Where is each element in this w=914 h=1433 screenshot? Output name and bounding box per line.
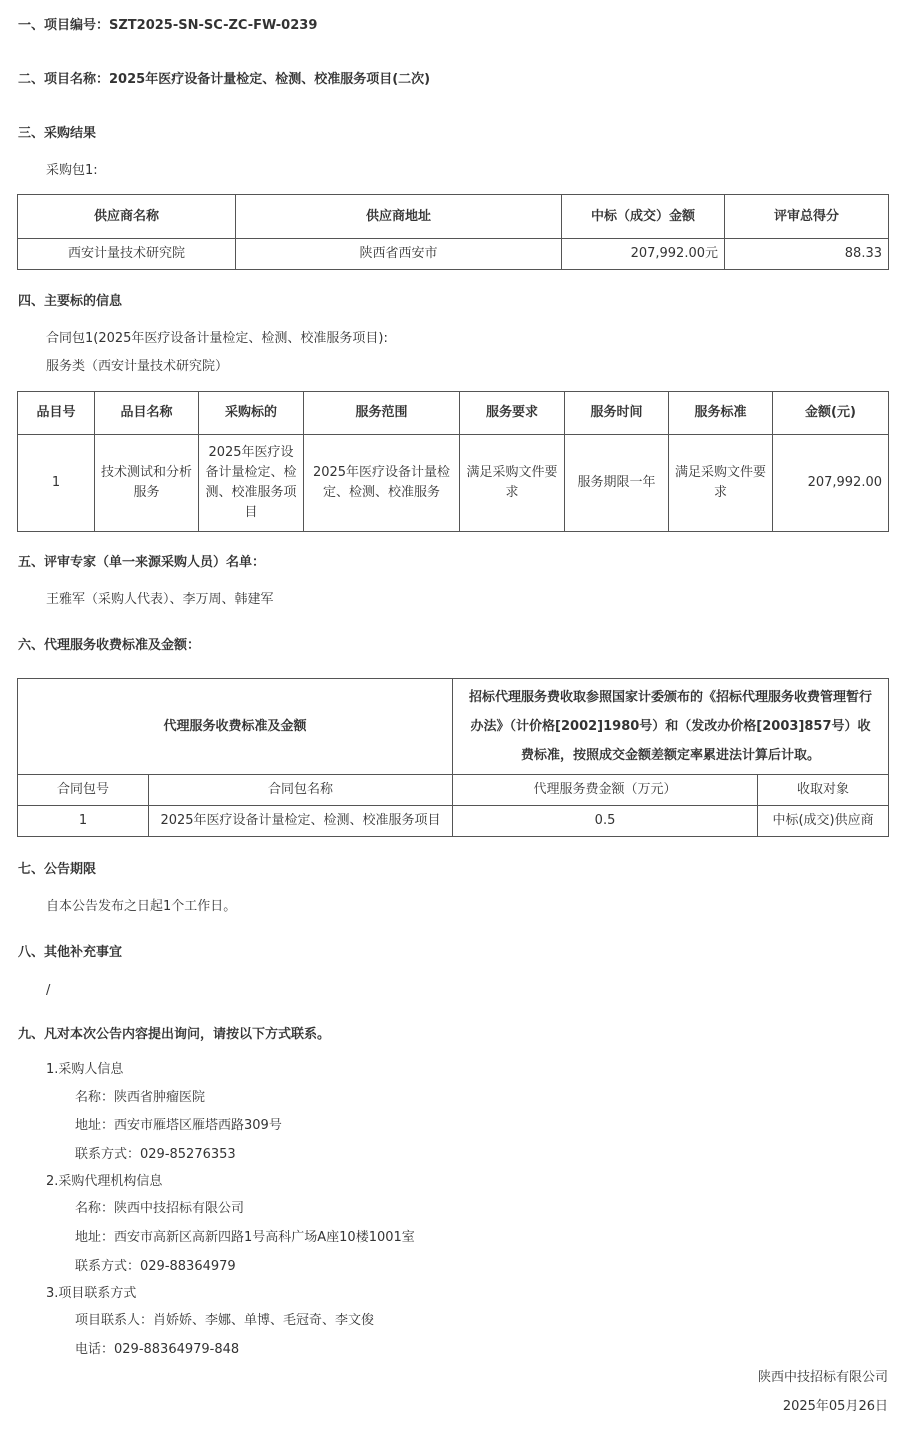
subject-table	[17, 391, 889, 532]
project-contacts: 项目联系人：肖娇娇、李娜、单博、毛冠奇、李文俊	[75, 1313, 375, 1328]
contract-package-label: 合同包1(2025年医疗设备计量检定、检测、校准服务项目):	[46, 331, 388, 346]
agent-phone: 联系方式：029-88364979	[75, 1259, 236, 1274]
col-score: 评审总得分	[725, 195, 889, 239]
table-row	[18, 435, 889, 532]
buyer-phone: 联系方式：029-85276353	[75, 1147, 236, 1162]
buyer-address: 地址：西安市雁塔区雁塔西路309号	[75, 1118, 282, 1133]
project-number-value: SZT2025-SN-SC-ZC-FW-0239	[109, 18, 318, 33]
score: 88.33	[725, 239, 889, 270]
subject-table-header	[18, 392, 889, 435]
agency-fee-table	[17, 678, 889, 837]
service-category: 服务类（西安计量技术研究院）	[46, 359, 229, 374]
period-text: 自本公告发布之日起1个工作日。	[46, 899, 237, 914]
agent-info-title: 2.采购代理机构信息	[46, 1174, 163, 1189]
item-name: 技术测试和分析服务	[95, 435, 199, 532]
section-title-contact: 九、凡对本次公告内容提出询问，请按以下方式联系。	[18, 1027, 331, 1042]
col-item-name: 品目名称	[95, 392, 199, 435]
agent-address: 地址：西安市高新区高新四路1号高科广场A座10楼1001室	[75, 1230, 415, 1245]
contract-no: 1	[18, 806, 149, 837]
item-no: 1	[18, 435, 95, 532]
col-service-standard: 服务标准	[669, 392, 773, 435]
contract-name: 2025年医疗设备计量检定、检测、校准服务项目	[149, 806, 453, 837]
project-phone: 电话：029-88364979-848	[75, 1342, 240, 1357]
fee-amount: 0.5	[453, 806, 758, 837]
col-service-scope: 服务范围	[304, 392, 460, 435]
table-row	[18, 806, 889, 837]
col-bid-amount: 中标（成交）金额	[562, 195, 725, 239]
col-fee-amount: 代理服务费金额（万元）	[453, 775, 758, 806]
supplier-address: 陕西省西安市	[236, 239, 562, 270]
agency-fee-table-header	[18, 775, 889, 806]
service-standard: 满足采购文件要求	[669, 435, 773, 532]
section-title-experts: 五、评审专家（单一来源采购人员）名单：	[18, 555, 266, 570]
project-number	[18, 16, 317, 36]
section-title-agency-fee: 六、代理服务收费标准及金额：	[18, 638, 201, 653]
col-service-requirement: 服务要求	[460, 392, 565, 435]
col-service-time: 服务时间	[565, 392, 669, 435]
result-table	[17, 194, 889, 270]
col-supplier-address: 供应商地址	[236, 195, 562, 239]
col-contract-no: 合同包号	[18, 775, 149, 806]
fee-standard-label: 代理服务收费标准及金额	[18, 679, 453, 775]
package-label: 采购包1:	[46, 163, 98, 178]
footer-organization: 陕西中技招标有限公司	[757, 1370, 888, 1385]
project-name-label: 二、项目名称：	[18, 72, 110, 87]
bid-amount: 207,992.00元	[562, 239, 725, 270]
section-title-other: 八、其他补充事宜	[18, 945, 123, 960]
buyer-name: 名称：陕西省肿瘤医院	[75, 1090, 206, 1105]
amount: 207,992.00	[773, 435, 889, 532]
col-charged-party: 收取对象	[758, 775, 889, 806]
table-row	[18, 239, 889, 270]
supplier-name: 西安计量技术研究院	[18, 239, 236, 270]
col-procurement-subject: 采购标的	[199, 392, 304, 435]
charged-party: 中标(成交)供应商	[758, 806, 889, 837]
fee-standard-row	[18, 679, 889, 775]
col-contract-name: 合同包名称	[149, 775, 453, 806]
other-text: /	[46, 983, 51, 998]
section-title-subject: 四、主要标的信息	[18, 294, 123, 309]
result-table-header	[18, 195, 889, 239]
expert-names: 王雅军（采购人代表）、李万周、韩建军	[46, 592, 274, 607]
service-scope: 2025年医疗设备计量检定、检测、校准服务	[304, 435, 460, 532]
project-contact-title: 3.项目联系方式	[46, 1286, 137, 1301]
col-amount: 金额(元)	[773, 392, 889, 435]
project-name	[18, 70, 430, 90]
section-title-period: 七、公告期限	[18, 862, 97, 877]
footer-date: 2025年05月26日	[782, 1399, 888, 1414]
procurement-subject: 2025年医疗设备计量检定、检测、校准服务项目	[199, 435, 304, 532]
service-requirement: 满足采购文件要求	[460, 435, 565, 532]
project-name-value: 2025年医疗设备计量检定、检测、校准服务项目(二次)	[109, 72, 431, 87]
service-time: 服务期限一年	[565, 435, 669, 532]
col-item-no: 品目号	[18, 392, 95, 435]
agent-name: 名称：陕西中技招标有限公司	[75, 1201, 245, 1216]
project-number-label: 一、项目编号：	[18, 18, 110, 33]
fee-standard-text: 招标代理服务费收取参照国家计委颁布的《招标代理服务收费管理暂行办法》（计价格[2002]1980号）和（发改办价格[2003]857号）收费标准，按照成交金额差额定率累进法计算后计取。	[453, 679, 889, 775]
col-supplier-name: 供应商名称	[18, 195, 236, 239]
buyer-info-title: 1.采购人信息	[46, 1062, 124, 1077]
section-title-result: 三、采购结果	[18, 126, 97, 141]
